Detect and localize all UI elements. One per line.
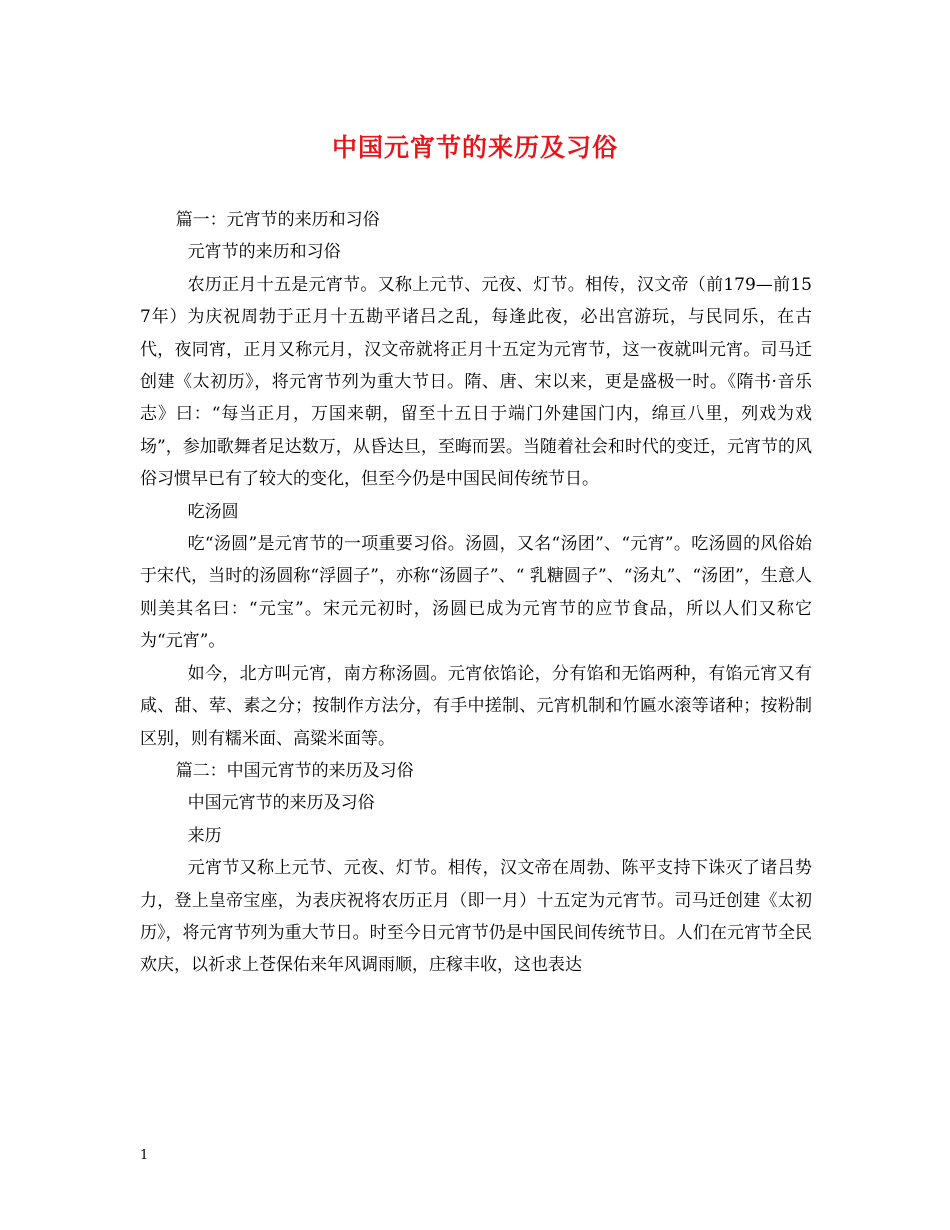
page-number: 1 [140,1148,149,1163]
section-heading-1: 篇一：元宵节的来历和习俗 [175,210,380,230]
document-title: 中国元宵节的来历及习俗 [331,133,618,162]
paragraph-origin-2: 元宵节又称上元节、元夜、灯节。相传，汉文帝在周勃、陈平支持下诛灭了诸吕势力，登上皇帝宝座，为表庆祝将农历正月（即一月）十五定为元宵节。司马迁创建《太初历》，将元宵节列为重大节日。时至今日元宵节仍是中国民间传统节日。人们在元宵节全民欢庆，以祈求上苍保佑来年风调雨顺，庄稼丰收，这也表达 [140,858,812,976]
paragraph-tangyuan-1: 吃“汤圆”是元宵节的一项重要习俗。汤圆，又名“汤团”、“元宵”。吃汤圆的风俗始于宋代，当时的汤圆称“浮圆子”，亦称“汤圆子”、“ 乳糖圆子”、“汤丸”、“汤团”，生意人则美其名曰：“元宝”。宋元元初时，汤圆已成为元宵节的应节食品，所以人们又称它为“元宵”。 [140,534,812,652]
section-heading-2: 篇二：中国元宵节的来历及习俗 [175,760,414,781]
paragraph-origin-1: 农历正月十五是元宵节。又称上元节、元夜、灯节。相传，汉文帝（前179—前157年）为庆祝周勃于正月十五勘平诸吕之乱，每逢此夜，必出宫游玩，与民同乐，在古代，夜同宵，正月又称元月，汉文帝就将正月十五定为元宵节，这一夜就叫元宵。司马迁创建《太初历》，将元宵节列为重大节日。隋、唐、宋以来，更是盛极一时。《隋书·音乐志》曰：“每当正月，万国来朝，留至十五日于端门外建国门内，绵亘八里，列戏为戏场”，参加歌舞者足达数万，从昏达旦，至晦而罢。当随着社会和时代的变迁，元宵节的风俗习惯早已有了较大的变化，但至今仍是中国民间传统节日。 [140,274,812,490]
subheading-origin: 来历 [187,825,222,846]
subheading-1: 元宵节的来历和习俗 [187,242,341,263]
subheading-tangyuan: 吃汤圆 [187,501,239,522]
paragraph-tangyuan-2: 如今，北方叫元宵，南方称汤圆。元宵依馅论，分有馅和无馅两种，有馅元宵又有咸、甜、荤、素之分；按制作方法分，有手中搓制、元宵机制和竹匾水滚等诸种；按粉制区别，则有糯米面、高粱米面等。 [140,663,812,749]
subheading-2: 中国元宵节的来历及习俗 [187,793,375,814]
document-body [140,204,812,982]
